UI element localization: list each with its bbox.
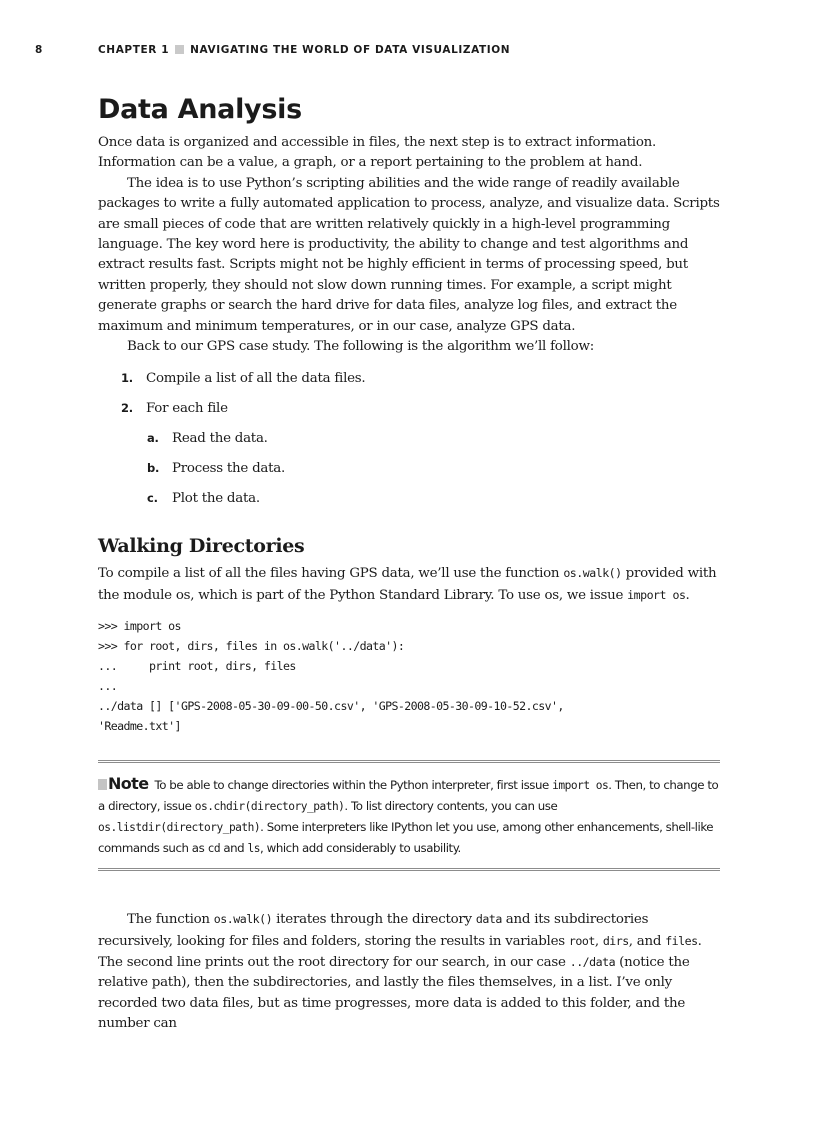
- inline-code: data: [475, 912, 502, 927]
- text-run: provided with the module os, which is part of the Python Standard Library. To use os, we issue: [98, 566, 717, 603]
- list-item-text: Process the data.: [172, 460, 286, 476]
- sub-list: [121, 428, 720, 509]
- inline-code: import os: [627, 587, 686, 602]
- list-marker: a.: [147, 430, 159, 445]
- list-item-text: Read the data.: [172, 430, 268, 446]
- text-run: To compile a list of all the files having GPS data, we’ll use the function: [98, 566, 564, 582]
- list-marker: c.: [147, 490, 158, 505]
- algorithm-list: [98, 368, 720, 509]
- inline-code: ls: [247, 842, 261, 856]
- paragraph: [98, 563, 720, 606]
- list-item-text: For each file: [146, 400, 228, 416]
- text-run: . Some interpreters like IPython let you use, among other enhancements, shell-like commands such as: [98, 820, 714, 856]
- list-item: [147, 458, 720, 479]
- list-item: [121, 368, 720, 389]
- inline-code: dirs: [602, 933, 629, 948]
- code-block: >>> import os >>> for root, dirs, files in os.walk('../data'): ... print root, dirs, files ... ../data [] ['GPS-2008-05-30-09-00-50.csv', 'GPS-2008-05-30-09-10-52.csv', 'Readme.txt']: [98, 619, 564, 734]
- chapter-title: NAVIGATING THE WORLD OF DATA VISUALIZATION: [190, 44, 511, 56]
- list-marker: 2.: [121, 400, 133, 415]
- text-run: To be able to change directories within the Python interpreter, first issue: [154, 778, 553, 793]
- text-run: , which add considerably to usability.: [260, 841, 461, 856]
- text-run: (notice the relative path), then the subdirectories, and lastly the files themselves, in a list. I’ve only recorded two data files, but as time progresses, more data is added to this folder, and the number can: [98, 954, 690, 1032]
- list-item: [147, 488, 720, 509]
- inline-code: os.walk(): [563, 566, 622, 581]
- list-marker: b.: [147, 460, 160, 475]
- text-run: and its subdirectories recursively, looking for files and folders, storing the results in variables: [98, 912, 649, 949]
- note-label: Note: [108, 774, 149, 794]
- text-run: ,: [594, 933, 603, 949]
- page-header: [0, 44, 816, 60]
- paragraph: [98, 909, 720, 1034]
- paragraph: Once data is organized and accessible in files, the next step is to extract information. Information can be a value, a graph, or a report pertaining to the problem at hand.: [98, 135, 657, 171]
- text-run: , and: [628, 933, 666, 949]
- inline-code: files: [665, 933, 698, 948]
- square-bullet-icon: [98, 779, 107, 790]
- list-item-text: Plot the data.: [172, 490, 260, 506]
- section-heading-walking-directories: Walking Directories: [98, 534, 305, 557]
- running-head: [98, 44, 510, 56]
- text-run: . To list directory contents, you can use: [344, 799, 558, 814]
- list-item: [147, 428, 720, 449]
- chapter-label: CHAPTER 1: [98, 44, 170, 56]
- note-box: [98, 760, 720, 871]
- text-run: and: [220, 841, 248, 856]
- text-run: . The second line prints out the root directory for our search, in our case: [98, 933, 702, 970]
- text-run: The function: [127, 912, 214, 928]
- square-separator-icon: [175, 45, 184, 54]
- text-run: iterates through the directory: [272, 912, 476, 928]
- text-run: .: [685, 587, 690, 603]
- page-number: 8: [35, 44, 43, 56]
- inline-code: import os: [552, 779, 609, 793]
- list-marker: 1.: [121, 370, 133, 385]
- inline-code: ../data: [569, 954, 616, 969]
- inline-code: os.walk(): [213, 912, 273, 927]
- inline-code: os.listdir(directory_path): [98, 821, 261, 835]
- page-content: [98, 94, 720, 1035]
- inline-code: cd: [207, 842, 221, 856]
- text-run: . Then, to change to a directory, issue: [98, 778, 719, 814]
- inline-code: os.chdir(directory_path): [194, 800, 345, 814]
- note-text: [98, 774, 720, 859]
- section-heading-data-analysis: Data Analysis: [98, 94, 302, 125]
- list-item: [121, 398, 720, 509]
- inline-code: root: [568, 933, 595, 948]
- paragraph: Back to our GPS case study. The following is the algorithm we’ll follow:: [127, 339, 594, 355]
- paragraph: The idea is to use Python’s scripting abilities and the wide range of readily available packages to write a fully automated application to process, analyze, and visualize data. Scripts are small pieces of code that are written relatively quickly in a high-level programming language. The key word here is productivity, the ability to change and test algorithms and extract results fast. Scripts might not be highly efficient in terms of processing speed, but written properly, they should not slow down running times. For example, a script might generate graphs or search the hard drive for data files, analyze log files, and extract the maximum and minimum temperatures, or in our case, analyze GPS data.: [98, 175, 720, 334]
- list-item-text: Compile a list of all the data files.: [146, 370, 366, 386]
